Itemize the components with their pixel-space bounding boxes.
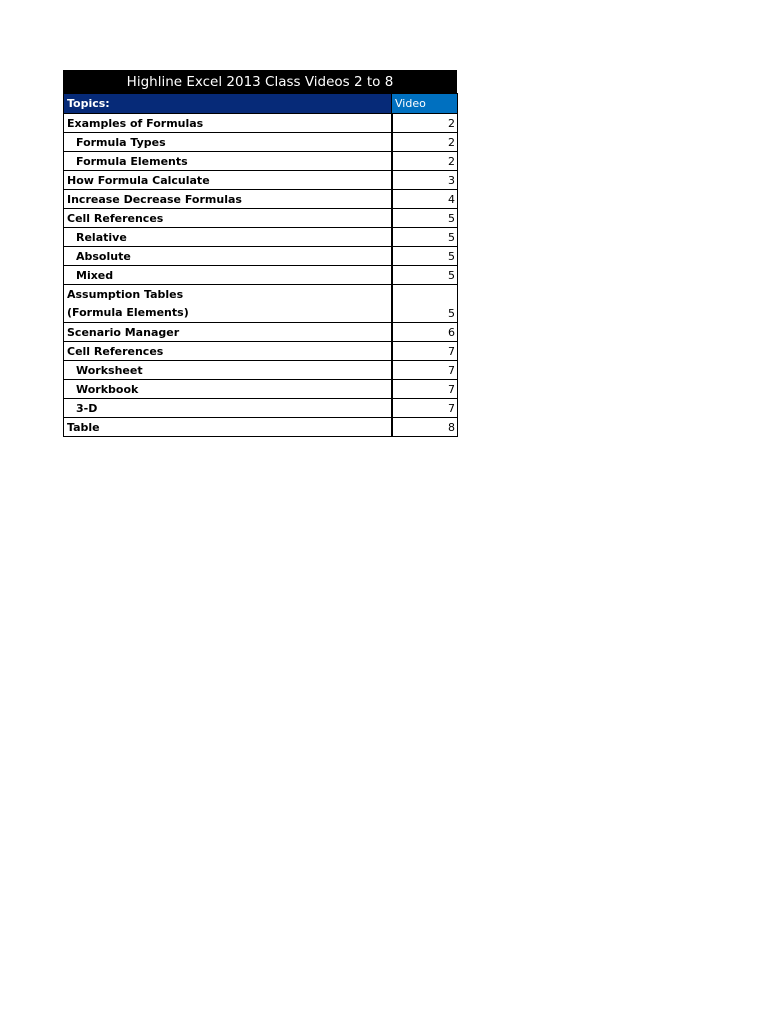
table-row [64,171,458,190]
video-number-cell: 5 [392,228,458,247]
topic-cell [64,285,392,323]
table-row [64,247,458,266]
video-number-cell: 4 [392,190,458,209]
topic-cell: Cell References [64,342,392,361]
video-number-cell: 5 [392,266,458,285]
topic-cell: Examples of Formulas [64,114,392,133]
topics-table [63,93,458,437]
video-number-cell: 7 [392,399,458,418]
video-number-cell: 7 [392,361,458,380]
video-header: Video [392,94,458,114]
topic-cell: Formula Types [64,133,392,152]
topic-cell: Formula Elements [64,152,392,171]
video-number-cell: 8 [392,418,458,437]
topic-cell: Relative [64,228,392,247]
video-number-cell: 2 [392,152,458,171]
table-row [64,342,458,361]
topics-header: Topics: [64,94,392,114]
topic-cell: 3-D [64,399,392,418]
table-row [64,285,458,323]
topic-cell: Table [64,418,392,437]
topic-cell: Worksheet [64,361,392,380]
topic-cell: Workbook [64,380,392,399]
table-row [64,114,458,133]
video-number-cell: 7 [392,380,458,399]
table-row [64,399,458,418]
table-row [64,209,458,228]
table-title: Highline Excel 2013 Class Videos 2 to 8 [63,70,457,93]
video-number-cell: 5 [392,285,458,323]
video-number-cell: 6 [392,323,458,342]
video-number-cell: 5 [392,209,458,228]
video-number-cell: 2 [392,114,458,133]
topic-cell: How Formula Calculate [64,171,392,190]
topic-cell-line: (Formula Elements) [67,306,189,319]
video-number-cell: 5 [392,247,458,266]
video-number-cell: 3 [392,171,458,190]
video-number-cell: 7 [392,342,458,361]
topic-cell: Cell References [64,209,392,228]
table-row [64,361,458,380]
table-row [64,418,458,437]
table-row [64,266,458,285]
video-topics-table-container [63,70,457,437]
topic-cell: Mixed [64,266,392,285]
table-row [64,323,458,342]
table-row [64,228,458,247]
table-row [64,380,458,399]
table-row [64,190,458,209]
topic-cell-line: Assumption Tables [67,288,184,301]
table-row [64,133,458,152]
table-row [64,152,458,171]
topic-cell: Absolute [64,247,392,266]
video-number-cell: 2 [392,133,458,152]
header-row [64,94,458,114]
topic-cell: Scenario Manager [64,323,392,342]
topic-cell: Increase Decrease Formulas [64,190,392,209]
